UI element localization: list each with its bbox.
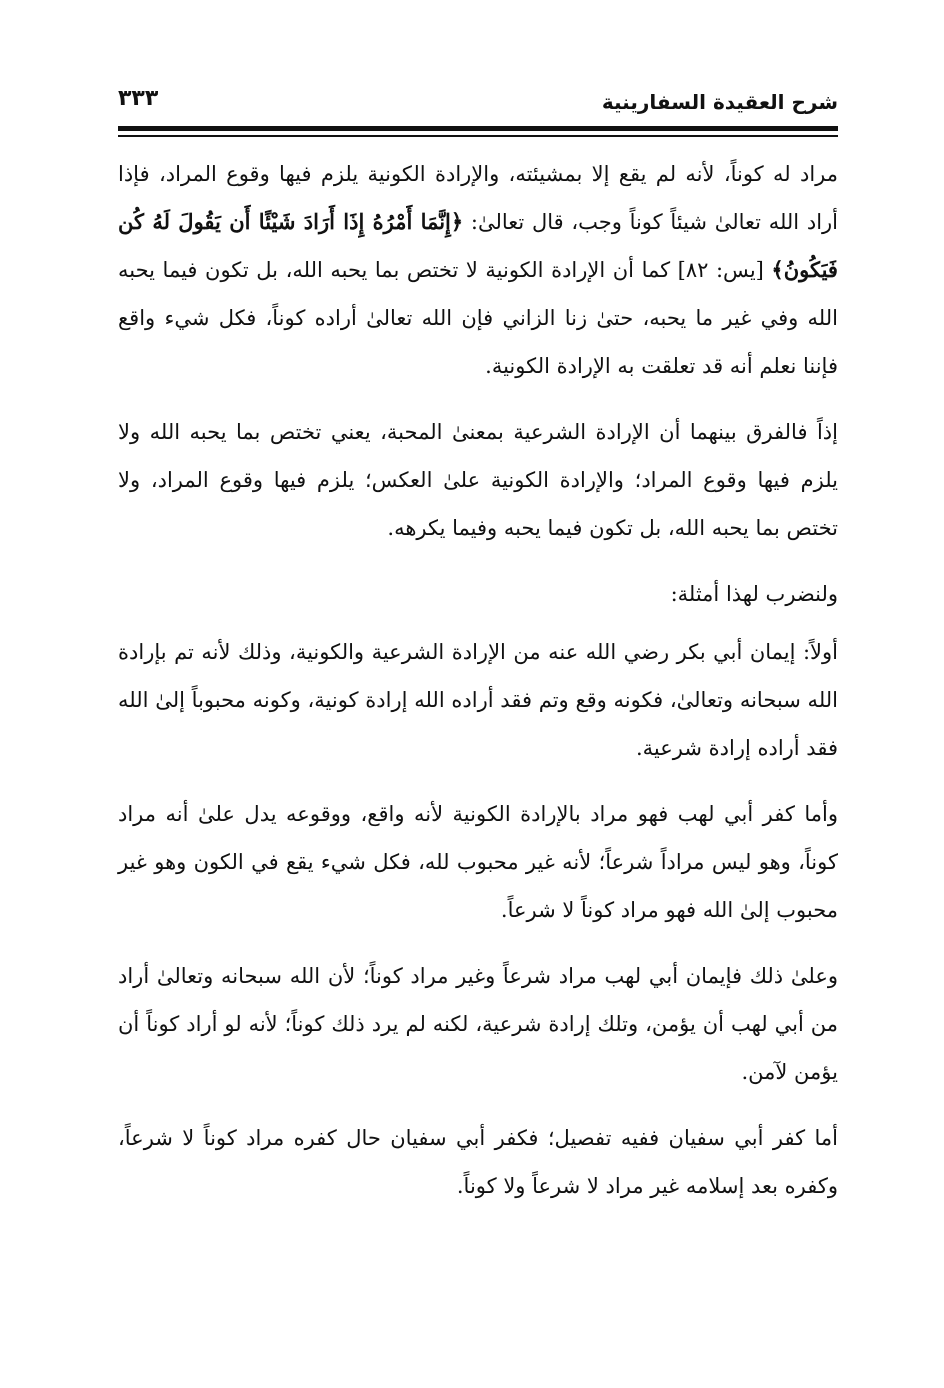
page-number: ٣٣٣ <box>118 86 159 111</box>
paragraph-3: ولنضرب لهذا أمثلة: <box>670 582 838 606</box>
paragraph-1 <box>118 150 838 390</box>
paragraph-5: وأما كفر أبي لهب فهو مراد بالإرادة الكونية لأنه واقع، ووقوعه يدل علىٰ أنه مراد كوناً، وهو ليس مراداً شرعاً؛ لأنه غير محبوب لله، فكل شيء يقع في الكون وهو غير محبوب إلىٰ الله فهو مراد كوناً لا شرعاً. <box>118 802 838 922</box>
paragraph-1-before: مراد له كوناً، لأنه لم يقع إلا بمشيئته، والإرادة الكونية يلزم فيها وقوع المراد، فإذا أراد الله تعالىٰ شيئاً كوناً وجب، قال تعالىٰ: <box>118 162 838 234</box>
header-rule-thin <box>118 135 838 137</box>
body-text <box>118 150 838 1228</box>
book-title: شرح العقيدة السفارينية <box>601 90 838 114</box>
running-header <box>118 86 838 126</box>
paragraph-4: أولاً: إيمان أبي بكر رضي الله عنه من الإرادة الشرعية والكونية، وذلك لأنه تم بإرادة الله سبحانه وتعالىٰ، فكونه وقع وتم فقد أراده الله إرادة كونية، وكونه محبوباً إلىٰ الله فقد أراده إرادة شرعية. <box>118 640 838 760</box>
paragraph-6: وعلىٰ ذلك فإيمان أبي لهب مراد شرعاً وغير مراد كوناً؛ لأن الله سبحانه وتعالىٰ أراد من أبي لهب أن يؤمن، وتلك إرادة شرعية، لكنه لم يرد ذلك كوناً؛ لأنه لو أراد كوناً أن يؤمن لآمن. <box>118 964 838 1084</box>
paragraph-7: أما كفر أبي سفيان ففيه تفصيل؛ فكفر أبي سفيان حال كفره مراد كوناً لا شرعاً، وكفره بعد إسلامه غير مراد لا شرعاً ولا كوناً. <box>118 1126 838 1198</box>
paragraph-1-after: [يس: ٨٢] كما أن الإرادة الكونية لا تختص بما يحبه الله، بل تكون فيما يحبه الله وفي غير ما يحبه، حتىٰ زنا الزاني فإن الله تعالىٰ أراده كوناً، فكل شيء واقع فإننا نعلم أنه قد تعلقت به الإرادة الكونية. <box>118 258 838 378</box>
quran-verse: ﴿إِنَّمَا أَمْرُهُ إِذَا أَرَادَ شَيْئًا أَن يَقُولَ لَهُ كُن فَيَكُونُ﴾ <box>118 209 838 282</box>
header-rule-thick <box>118 126 838 131</box>
paragraph-2: إذاً فالفرق بينهما أن الإرادة الشرعية بمعنىٰ المحبة، يعني تختص بما يحبه الله ولا يلزم فيها وقوع المراد؛ والإرادة الكونية علىٰ العكس؛ يلزم فيها وقوع المراد، ولا تختص بما يحبه الله، بل تكون فيما يحبه وفيما يكرهه. <box>118 420 838 540</box>
